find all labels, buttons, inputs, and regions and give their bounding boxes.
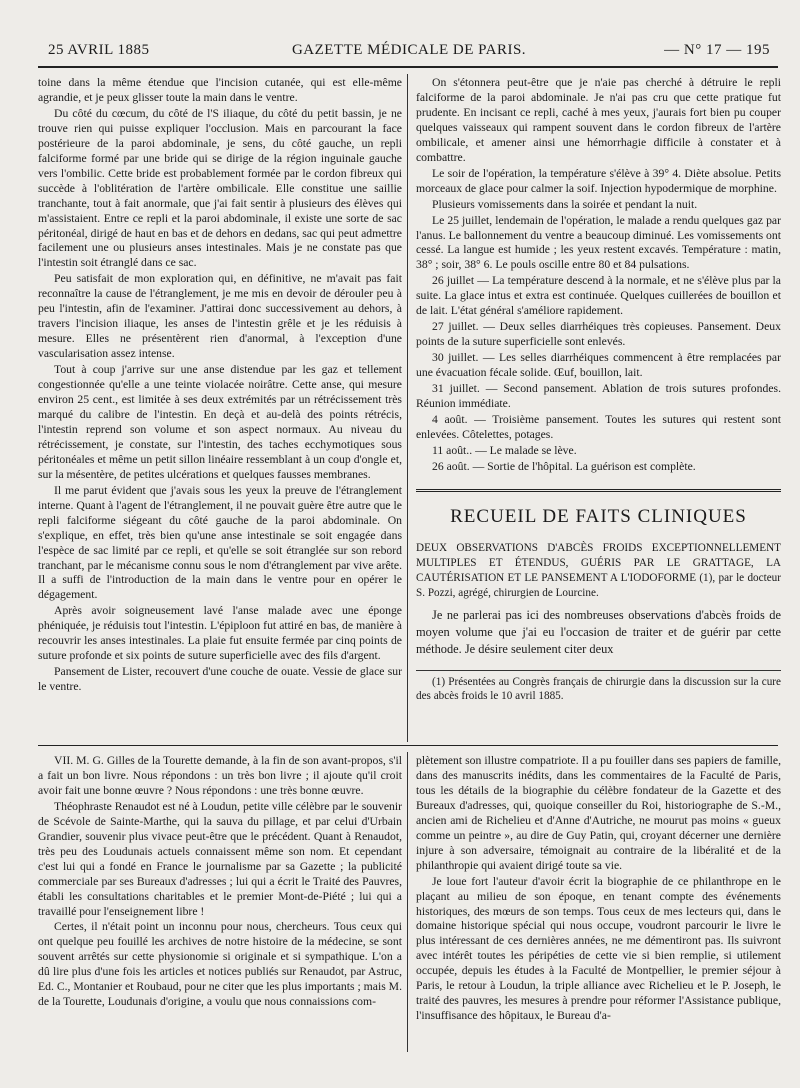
- column-separator: [407, 74, 408, 742]
- bottom-right-column: [416, 754, 781, 1054]
- paragraph: Tout à coup j'arrive sur une anse distendue par les gaz et tellement congestionnée qu'elle a une teinte violacée noirâtre. Cette anse, qui mesure environ 25 cent., est limitée à ses deux extrémités par un rétrécissement très marqué du calibre de l'intestin. En deçà et au-delà des points rétrécis, l'intestin reprend son volume et son aspect normaux. Au niveau du rétrécissement, je constate, sur l'intestin, des taches ecchymotiques sous péritonéales et même un petit sillon linéaire ressemblant à un coup d'ongle et, sur la mésentère, de petites ulcérations et quelques fausses membranes.: [38, 363, 402, 481]
- paragraph: Je loue fort l'auteur d'avoir écrit la biographie de ce philanthrope en le plaçant au milieu de son époque, en tenant compte des événements historiques, des mœurs de son temps. Tous ceux de mes lecteurs qui, dans le domaine historique spécial qui nous occupe, voudront parcourir le livre le plus intéressant de ces dernières années, ne me démentiront pas. Ils suivront avec intérêt toutes les péripéties de cette vie si bien remplie, si utilement occupée, depuis les études à la Faculté de Montpellier, le premier séjour à Paris, le retour à Loudun, la triple alliance avec Richelieu et le P. Joseph, le traité des pauvres, les mesures à prendre pour réformer l'Assistance publique, l'insuffisance des hôpitaux, le Bureau d'a-: [416, 874, 781, 1023]
- paragraph: 26 août. — Sortie de l'hôpital. La guérison est complète.: [432, 459, 696, 473]
- paragraph: Pansement de Lister, recouvert d'une couche de ouate. Vessie de glace sur le ventre.: [38, 665, 402, 694]
- paragraph: 30 juillet. — Les selles diarrhéiques commencent à être remplacées par une évacuation fécale solide. Œuf, bouillon, lait.: [416, 351, 781, 380]
- paragraph: Après avoir soigneusement lavé l'anse malade avec une éponge phéniquée, je réduisis tout l'intestin. L'épiploon fut attiré en bas, de manière à recouvrir les anses intestinales. La plaie fut ensuite fermée par cinq points de suture profonde et six points de suture superficielle avec des fils d'argent.: [38, 604, 402, 663]
- top-left-column: [38, 76, 402, 742]
- issue-page-number: — N° 17 — 195: [664, 42, 770, 58]
- paragraph: Le soir de l'opération, la température s'élève à 39° 4. Diète absolue. Petits morceaux de glace pour calmer la soif. Injection hypodermique de morphine.: [416, 166, 781, 195]
- footnote: (1) Présentées au Congrès français de chirurgie dans la discussion sur la cure des abcès froids le 10 avril 1885.: [416, 675, 781, 702]
- paragraph: Il me parut évident que j'avais sous les yeux la preuve de l'étranglement interne. Quant à l'agent de l'étranglement, il ne pouvait guère être autre que le repli falciforme siégeant du côté gauche de la paroi abdominale. On s'explique, en effet, très bien qu'une anse intestinale se soit engagée dans l'espèce de sac limité par ce repli, et qu'elle se soit étranglée sur son rebord tranchant, par le mécanisme connu sous le nom d'étranglement par vive arête. Il a suffi de l'introduction de la main dans le ventre pour en opérer le dégagement.: [38, 483, 402, 602]
- top-right-column: [416, 76, 781, 742]
- footnote-rule: [416, 670, 781, 671]
- article-subtitle: DEUX OBSERVATIONS D'ABCÈS FROIDS EXCEPTIONNELLEMENT MULTIPLES ET ÉTENDUS, GUÉRIS PAR LE GRATTAGE, LA CAUTÉRISATION ET LE PANSEMENT A L'IODOFORME (1), par le docteur S. Pozzi, agrégé, chirurgien de Lourcine.: [416, 541, 781, 599]
- page-header: [48, 40, 770, 64]
- issue-date: 25 AVRIL 1885: [48, 42, 150, 58]
- paragraph: Peu satisfait de mon exploration qui, en définitive, ne m'avait pas fait reconnaître la cause de l'étranglement, je me mis en devoir de dérouler peu à peu l'intestin, afin de l'examiner. J'attirai donc successivement au dehors, à travers l'incision iliaque, les anses de l'intestin grêle et je les réduisis à mesure. Elles ne présentèrent rien d'anormal, à l'exception d'une vascularisation assez intense.: [38, 272, 402, 361]
- paragraph: VII. M. G. Gilles de la Tourette demande, à la fin de son avant-propos, s'il a fait un bon livre. Nous répondons : un très bon livre ; il ajoute qu'il croit avoir fait une bonne œuvre ? Nous répondons : une très bonne œuvre.: [38, 754, 402, 797]
- paragraph: Le 25 juillet, lendemain de l'opération, le malade a rendu quelques gaz par l'anus. Le ballonnement du ventre a beaucoup diminué. Les vomissements ont cessé. La langue est humide ; les yeux restent excavés. Température : matin, 38° ; soir, 38° 6. Le pouls oscille entre 80 et 84 pulsations.: [416, 213, 781, 272]
- journal-title: GAZETTE MÉDICALE DE PARIS.: [291, 42, 527, 58]
- paragraph: Du côté du cœcum, du côté de l'S iliaque, du côté du petit bassin, je ne trouve rien qui puisse expliquer l'occlusion. Mais en parcourant la face postérieure de la paroi abdominale, je sens, du côté gauche, un repli falciforme formé par une bride qui se dirige de la région inguinale gauche vers l'ombilic. Cette bride est probablement formée par le cordon fibreux qui succède à l'oblitération de l'artère ombilicale. Elle constitue une saillie tranchante, tout à fait anormale, que j'ai fait sentir à plusieurs des élèves qui m'assistaient. Entre ce repli et la paroi abdominale, il existe une sorte de sac péritonéal, dirigé de haut en bas et de dehors en dedans, sac qui peut admettre facilement une ou plusieurs anses intestinales. Mais je ne constate pas que l'intestin soit étranglé dans ce sac.: [38, 106, 402, 270]
- paragraph: 11 août.. — Le malade se lève.: [432, 443, 577, 457]
- paragraph: plètement son illustre compatriote. Il a pu fouiller dans ses papiers de famille, dans des manuscrits inédits, dans les commentaires de la Faculté de Paris, tous les détails de la biographie du célèbre fondateur de la Gazette et des Bureaux d'adresses, qui, quoique conseiller du Roi, historiographe de S.-M., ancien ami de Richelieu et d'Anne d'Autriche, ne mourut pas moins « gueux comme un peintre », au dire de Guy Patin, qui, croyant décerner une dernière injure à son adversaire, témoignait au contraire de la libéralité et de la philanthropie qui avaient dirigé toute sa vie.: [416, 754, 781, 872]
- paragraph: toine dans la même étendue que l'incision cutanée, qui est elle-même agrandie, et je peux glisser toute la main dans le ventre.: [38, 76, 402, 104]
- article-intro: Je ne parlerai pas ici des nombreuses observations d'abcès froids de moyen volume que j'ai eu l'occasion de traiter et de guérir par cette méthode. Je désire seulement citer deux: [416, 607, 781, 656]
- paragraph: Théophraste Renaudot est né à Loudun, petite ville célèbre par le souvenir de Scévole de Sainte-Marthe, qui la sauva du pillage, et par celui d'Urbain Grandier, souvenir plus vivace peut-être que le précédent. Quant à Renaudot, très peu des Loudunais actuels connaissent même son nom. Et cependant c'est lui qui a fondé en France le journalisme par sa Gazette ; la publicité commerciale par ses Bureaux d'adresses ; lui qui a écrit le Traité des Pauvres, établi les consultations charitables et le premier Mont-de-Piété ; lui qui a travaillé pour l'enseignement libre !: [38, 799, 402, 918]
- section-rule: [416, 489, 781, 492]
- header-rule: [38, 66, 778, 68]
- bottom-left-column: [38, 754, 402, 1054]
- paragraph: 26 juillet — La température descend à la normale, et ne s'élève plus par la suite. La glace intus et extra est continuée. Quelques cuillerées de bouillon et de lait. L'état général s'améliore rapidement.: [416, 274, 781, 318]
- paragraph: Plusieurs vomissements dans la soirée et pendant la nuit.: [432, 197, 698, 211]
- paragraph: Certes, il n'était point un inconnu pour nous, chercheurs. Tous ceux qui ont quelque peu fouillé les archives de notre histoire de la médecine, se sont souvent arrêtés sur cette physionomie si originale et si sympathique. L'on a dû lire plus d'une fois les articles et notices publiés sur Renaudot, par Astruc, Ed. C., Montanier et Roubaud, pour ne citer que les plus importants ; mais M. de la Tourette, Loudunais d'origine, a voulu que nous connaissions com-: [38, 920, 402, 1009]
- paragraph: 31 juillet. — Second pansement. Ablation de trois sutures profondes. Réunion immédiate.: [416, 382, 781, 411]
- paragraph: On s'étonnera peut-être que je n'aie pas cherché à détruire le repli falciforme de la paroi abdominale. Je n'ai pas cru que cette pratique fut prudente. En incisant ce repli, caché à mes yeux, j'aurais fort bien pu couper quelques vaisseaux qui rampent souvent dans le cordon fibreux de l'artère ombilicale, et amener ainsi une hémorrhagie difficile à constater et à combattre.: [416, 76, 781, 164]
- paragraph: 4 août. — Troisième pansement. Toutes les sutures qui restent sont enlevées. Côtelettes, potages.: [416, 412, 781, 441]
- paragraph: 27 juillet. — Deux selles diarrhéiques très copieuses. Pansement. Deux points de la suture superficielle sont enlevés.: [416, 320, 781, 349]
- section-title: RECUEIL DE FAITS CLINIQUES: [450, 505, 747, 527]
- column-separator: [407, 752, 408, 1052]
- section-divider-rule: [38, 745, 778, 746]
